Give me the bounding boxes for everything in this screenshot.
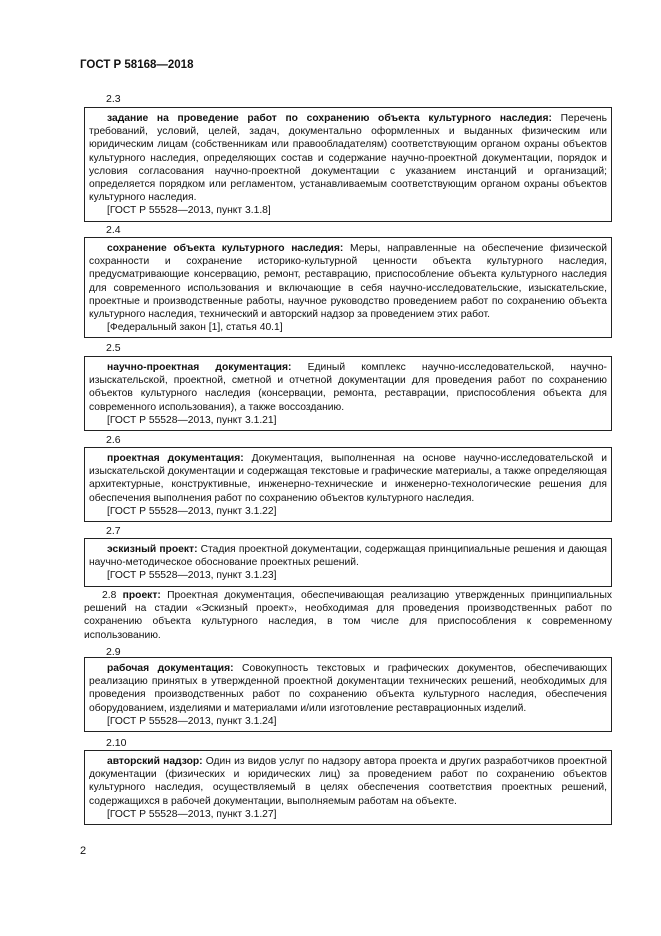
entry-number-2-10: 2.10 bbox=[106, 737, 127, 749]
entry-term: рабочая документация: bbox=[107, 663, 234, 674]
entry-term: проект: bbox=[122, 590, 161, 601]
entry-definition: Перечень требований, условий, целей, задач, документально оформленных и выданных физическим или юридическим лицам (собственникам или правообладателям) соответствующим органом охраны объектов культурного наследия, определяющих состав и содержание научно-проектной документации, порядок и условия согласования научно-проектной документации с указанием инстанций и организаций; определяется порядком или регламентом, устанавливаемым соответствующим органом охраны объектов культурного наследия. bbox=[89, 113, 607, 204]
entry-number-2-6: 2.6 bbox=[106, 434, 121, 446]
entry-number-2-8: 2.8 bbox=[102, 590, 117, 601]
entry-term: сохранение объекта культурного наследия: bbox=[107, 243, 344, 254]
entry-box-2-7 bbox=[84, 538, 612, 587]
entry-term: проектная документация: bbox=[107, 453, 244, 464]
entry-plain-2-8 bbox=[84, 589, 612, 642]
entry-definition: Документация, выполненная на основе научно-исследовательской и изыскательской документации и содержащая текстовые и графические материалы, а также определяющая архитектурные, конструктивные, инженерно-технические и инженерно-технологические решения для обеспечения выполнения работ по сохранению объектов культурного наследия. bbox=[89, 453, 607, 504]
entry-box-2-10 bbox=[84, 750, 612, 825]
entry-box-2-5 bbox=[84, 356, 612, 431]
entry-definition: Стадия проектной документации, содержащая принципиальные решения и дающая научно-методическое обоснование проектных решений. bbox=[89, 544, 607, 569]
entry-box-2-9 bbox=[84, 657, 612, 732]
entry-term: научно-проектная документация: bbox=[107, 362, 292, 373]
entry-reference: [Федеральный закон [1], статья 40.1] bbox=[107, 322, 283, 334]
document-header: ГОСТ Р 58168—2018 bbox=[80, 59, 194, 71]
entry-number-2-7: 2.7 bbox=[106, 525, 121, 537]
entry-number-2-9: 2.9 bbox=[106, 646, 121, 658]
entry-term: задание на проведение работ по сохранению объекта культурного наследия: bbox=[107, 113, 552, 124]
entry-box-2-3 bbox=[84, 107, 612, 222]
entry-definition: Совокупность текстовых и графических документов, обеспечивающих реализацию принятых в утвержденной проектной документации технических решений, необходимых для проведения производственных работ по сохранению объекта культурного наследия, обеспечения оборудованием, изделиями и материалами и/или изготовление реставрационных изделий. bbox=[89, 663, 607, 714]
entry-definition: Один из видов услуг по надзору автора проекта и других разработчиков проектной документации (физических и юридических лиц) за проведением работ по сохранению объектов культурного наследия, осуществляемый в целях обеспечения соответствия проектных решений, содержащихся в рабочей документации, выполняемым работам на объекте. bbox=[89, 756, 607, 807]
entry-reference: [ГОСТ Р 55528—2013, пункт 3.1.21] bbox=[107, 414, 277, 426]
entry-definition: Проектная документация, обеспечивающая реализацию утвержденных принципиальных решений на стадии «Эскизный проект», необходимая для проведения производственных работ по сохранению объекта культурного наследия, в том числе для приспособления к современному использованию. bbox=[84, 590, 612, 641]
entry-reference: [ГОСТ Р 55528—2013, пункт 3.1.27] bbox=[107, 808, 277, 820]
page-number: 2 bbox=[80, 845, 87, 857]
entry-number-2-5: 2.5 bbox=[106, 342, 121, 354]
entry-reference: [ГОСТ Р 55528—2013, пункт 3.1.23] bbox=[107, 570, 277, 582]
entry-reference: [ГОСТ Р 55528—2013, пункт 3.1.24] bbox=[107, 715, 277, 727]
entry-number-2-4: 2.4 bbox=[106, 224, 121, 236]
entry-term: авторский надзор: bbox=[107, 756, 203, 767]
entry-definition: Единый комплекс научно-исследовательской, научно-изыскательской, проектной, сметной и отчетной документации для проведения работ по сохранению объектов культурного наследия (консервации, ремонта, реставрации, приспособления объекта для современного использования), а также воссозданию. bbox=[89, 362, 607, 413]
entry-box-2-6 bbox=[84, 447, 612, 522]
entry-number-2-3: 2.3 bbox=[106, 93, 121, 105]
entry-term: эскизный проект: bbox=[107, 544, 198, 555]
entry-reference: [ГОСТ Р 55528—2013, пункт 3.1.22] bbox=[107, 505, 277, 517]
entry-box-2-4 bbox=[84, 237, 612, 338]
entry-reference: [ГОСТ Р 55528—2013, пункт 3.1.8] bbox=[107, 205, 271, 217]
entry-definition: Меры, направленные на обеспечение физической сохранности и сохранение историко-культурной ценности объекта культурного наследия, предусматривающие консервацию, ремонт, реставрацию, приспособление объекта культурного наследия для современного использования и включающие в себя научно-исследовательские, изыскательские, проектные и производственные работы, научное руководство проведением работ по сохранению объекта культурного наследия, технический и авторский надзор за проведением этих работ. bbox=[89, 243, 607, 321]
